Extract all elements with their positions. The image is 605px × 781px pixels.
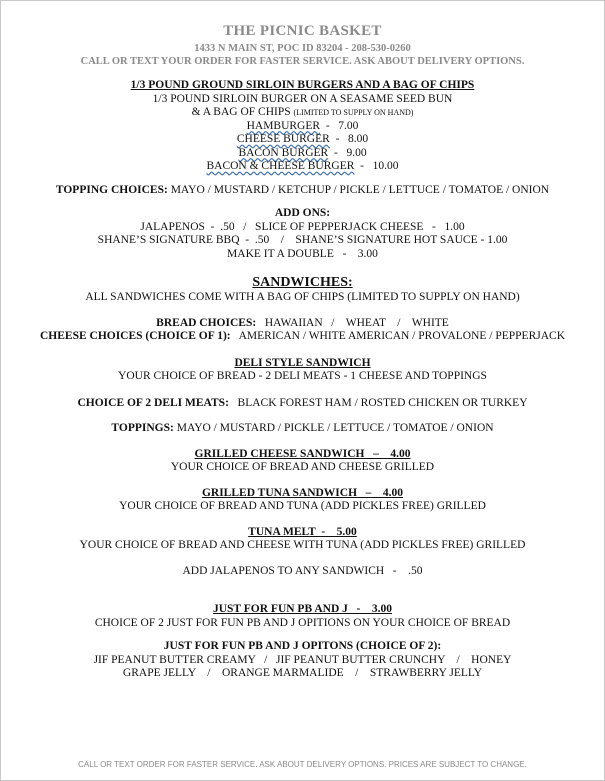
burger-item-name: BACON & CHEESE BURGER [206,160,355,172]
cheese-choices-list: AMERICAN / WHITE AMERICAN / PROVALONE / PEPPERJACK [230,330,566,342]
pbj-options-line-2: GRAPE JELLY / ORANGE MARMALIDE / STRAWBERRY JELLY [122,667,483,679]
pbj-heading: JUST FOR FUN PB AND J - 3.00 [212,603,392,615]
sandwiches-heading: SANDWICHES: [252,275,353,290]
cheese-choices-label: CHEESE CHOICES (CHOICE OF 1): [39,330,231,342]
pbj-options-heading: JUST FOR FUN PB AND J OPITONS (CHOICE OF 2): [163,640,442,652]
bread-choices-list: HAWAIIAN / WHEAT / WHITE [256,316,449,329]
burger-item-bacon: BACON BURGER - 9.00 [238,146,367,159]
bread-choices [1,317,604,331]
grilled-tuna-heading: GRILLED TUNA SANDWICH – 4.00 [201,486,404,499]
sandwich-toppings-label: TOPPINGS: [111,422,174,434]
burger-item-cheese: CHEESE BURGER - 8.00 [236,133,369,145]
burger-toppings-label: TOPPING CHOICES: [55,183,168,196]
burger-item-price: 9.00 [346,146,367,159]
sandwich-toppings-list: MAYO / MUSTARD / PICKLE / LETTUCE / TOMATOE / ONION [173,422,494,434]
burger-item-price: 7.00 [338,119,359,132]
add-jalapenos: ADD JALAPENOS TO ANY SANDWICH - .50 [182,564,423,577]
deli-heading: DELI STYLE SANDWICH [234,356,371,369]
burger-item-hamburger: HAMBURGER - 7.00 [246,119,359,132]
tuna-melt-heading: TUNA MELT - 5.00 [248,525,357,538]
addon-line-3: MAKE IT A DOUBLE - 3.00 [227,247,378,260]
deli-meats-list: BLACK FOREST HAM / ROSTED CHICKEN OR TURKEY [228,396,528,409]
footer-note: CALL OR TEXT ORDER FOR FASTER SERVICE. ASK ABOUT DELIVERY OPTIONS. PRICES ARE SUBJECT TO CHANGE. [78,760,527,769]
burger-item-name: BACON BURGER [238,146,329,159]
burgers-heading: 1/3 POUND GROUND SIRLOIN BURGERS AND A BAG OF CHIPS [130,79,475,91]
burger-item-name: CHEESE BURGER [236,133,330,145]
addons-heading: ADD ONS: [274,207,331,219]
tuna-melt-desc: YOUR CHOICE OF BREAD AND CHEESE WITH TUNA (ADD PICKLES FREE) GRILLED [79,539,526,551]
restaurant-title: THE PICNIC BASKET [223,23,382,39]
cheese-choices [1,330,604,344]
burger-item-price: 10.00 [372,160,399,172]
deli-meats-label: CHOICE OF 2 DELI MEATS: [77,396,229,409]
burgers-desc-2 [1,106,604,120]
deli-meats [1,397,604,411]
sandwiches-chips-note: ALL SANDWICHES COME WITH A BAG OF CHIPS (LIMITED TO SUPPLY ON HAND) [85,291,520,303]
burger-toppings-list: MAYO / MUSTARD / KETCHUP / PICKLE / LETTUCE / TOMATOE / ONION [167,183,550,196]
burger-item-price: 8.00 [348,133,369,145]
burgers-desc-2-main: & A BAG OF CHIPS [191,106,291,118]
burgers-desc-1: 1/3 POUND SIRLOIN BURGER ON A SEASAME SEED BUN [152,92,453,105]
pbj-desc: CHOICE OF 2 JUST FOR FUN PB AND J OPITIONS ON YOUR CHOICE OF BREAD [94,616,511,629]
addon-line-1: JALAPENOS - .50 / SLICE OF PEPPERJACK CHEESE - 1.00 [140,220,465,233]
deli-desc: YOUR CHOICE OF BREAD - 2 DELI MEATS - 1 CHEESE AND TOPPINGS [118,370,487,382]
burger-item-bacon-cheese: BACON & CHEESE BURGER - 10.00 [206,160,399,172]
address-phone: 1433 N MAIN ST, POC ID 83204 - 208-530-0260 [194,43,411,54]
burgers-desc-2-small: (LIMITED TO SUPPLY ON HAND) [293,108,414,117]
sandwich-toppings [1,422,604,436]
bread-choices-label: BREAD CHOICES: [156,316,257,329]
call-line: CALL OR TEXT YOUR ORDER FOR FASTER SERVICE. ASK ABOUT DELIVERY OPTIONS. [80,56,525,67]
pbj-options-line-1: JIF PEANUT BUTTER CREAMY / JIF PEANUT BUTTER CRUNCHY / HONEY [93,653,512,666]
burger-item-name: HAMBURGER [246,119,321,132]
grilled-cheese-desc: YOUR CHOICE OF BREAD AND CHEESE GRILLED [170,461,435,473]
burger-toppings [1,184,604,198]
grilled-cheese-heading: GRILLED CHEESE SANDWICH – 4.00 [194,447,411,460]
grilled-tuna-desc: YOUR CHOICE OF BREAD AND TUNA (ADD PICKLES FREE) GRILLED [119,500,486,512]
addon-line-2: SHANE’S SIGNATURE BBQ - .50 / SHANE’S SIGNATURE HOT SAUCE - 1.00 [97,234,508,246]
